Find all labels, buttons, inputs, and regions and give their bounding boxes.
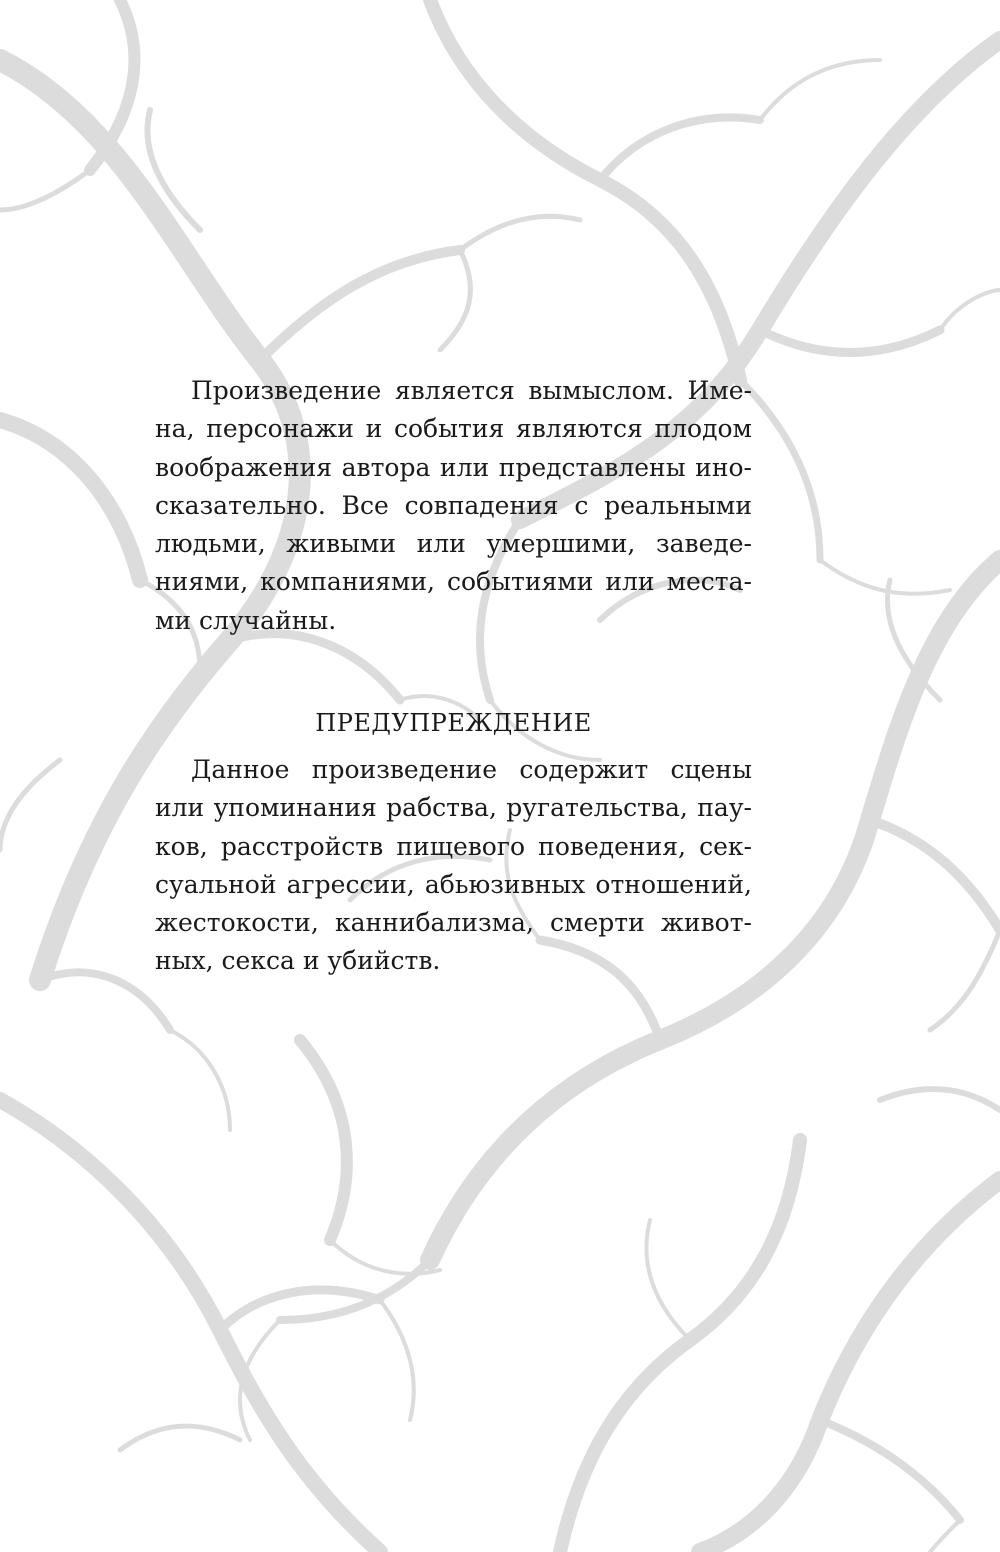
disclaimer-line: ми случайны. bbox=[155, 605, 337, 635]
warning-line: суальной агрессии, абьюзивных отношений, bbox=[155, 869, 752, 899]
disclaimer-line: Произведение является вымыслом. Име- bbox=[191, 376, 752, 405]
disclaimer-line: сказательно. Все совпадения с реальными bbox=[155, 490, 752, 520]
disclaimer-line: воображения автора или представлены ино- bbox=[155, 452, 752, 482]
warning-line: жестокости, каннибализма, смерти живот- bbox=[155, 908, 752, 938]
warning-line: или упоминания рабства, ругательства, пау- bbox=[155, 793, 752, 823]
warning-line: ков, расстройств пищевого поведения, сек- bbox=[155, 831, 752, 861]
warning-line: ных, секса и убийств. bbox=[155, 946, 441, 976]
disclaimer-line: на, персонажи и события являются плодом bbox=[155, 414, 752, 444]
warning-heading: ПРЕДУПРЕЖДЕНИЕ bbox=[315, 709, 592, 737]
disclaimer-line: людьми, живыми или умершими, заведе- bbox=[155, 529, 752, 559]
disclaimer-line: ниями, компаниями, событиями или места- bbox=[155, 567, 752, 597]
disclaimer-text bbox=[155, 372, 752, 640]
warning-line: Данное произведение содержит сцены bbox=[191, 755, 752, 784]
warning-text bbox=[155, 751, 752, 981]
